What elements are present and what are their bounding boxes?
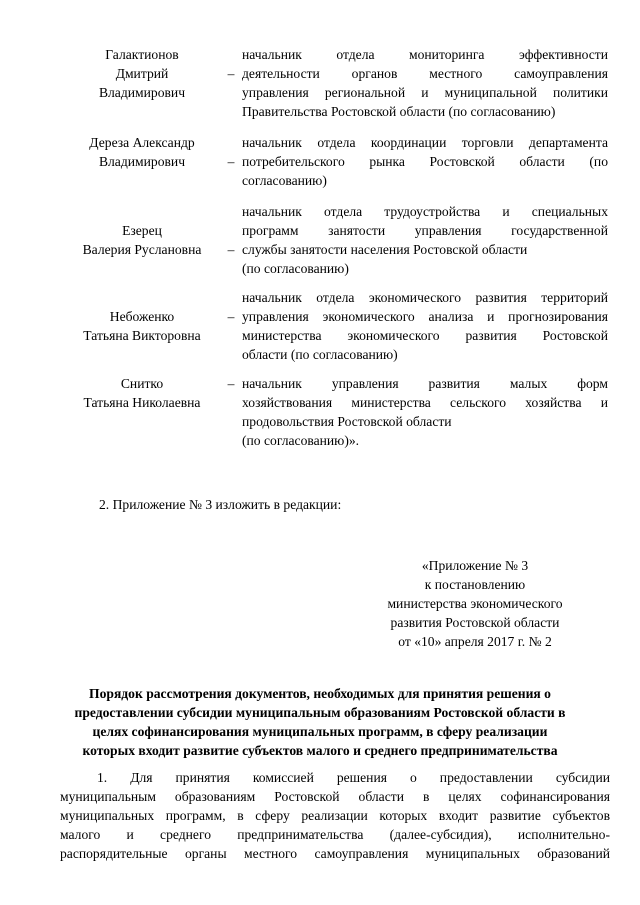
procedure-paragraph-1: [60, 768, 610, 863]
appendix-line: от «10» апреля 2017 г. № 2: [398, 634, 552, 649]
member-name-line: Снитко: [120, 376, 164, 391]
member-name-line: Дмитрий: [115, 66, 169, 81]
member-role-line: Правительства Ростовской области (по согласованию): [242, 104, 556, 119]
member-name-line: Владимирович: [98, 85, 186, 100]
member-name: [62, 307, 222, 345]
member-role-line: службы занятости населения Ростовской области: [242, 242, 528, 257]
member-role-line: начальник отдела трудоустройства и специальных: [242, 204, 608, 219]
member-role-line: области (по согласованию): [242, 347, 398, 362]
member-role-line: (по согласованию): [242, 261, 349, 276]
appendix-line: «Приложение № 3: [421, 558, 529, 573]
member-name-line: Галактионов: [105, 47, 179, 62]
member-name-line: Езерец: [122, 223, 162, 238]
member-name-line: Небоженко: [109, 309, 175, 324]
dash-separator: –: [227, 309, 235, 324]
member-role: [242, 288, 608, 364]
dash-separator: –: [227, 242, 235, 257]
member-role-line: программ занятости управления государственной: [242, 223, 608, 238]
member-name: [62, 45, 222, 102]
member-role-line: продовольствия Ростовской области: [242, 414, 452, 429]
procedure-title-line: которых входит развитие субъектов малого и среднего предпринимательства: [82, 743, 558, 758]
appendix-line: министерства экономического: [387, 596, 563, 611]
member-role: [242, 133, 608, 190]
member-name: [62, 221, 222, 259]
member-role: [242, 45, 608, 121]
member-name-line: Татьяна Николаевна: [83, 395, 201, 410]
dash-separator: –: [227, 154, 235, 169]
member-name-line: Владимирович: [98, 154, 186, 169]
member-role-line: управления региональной и муниципальной политики: [242, 85, 608, 100]
member-role-line: согласованию): [242, 173, 327, 188]
member-role-line: начальник отдела координации торговли департамента: [242, 135, 608, 150]
member-name-line: Дереза Александр: [89, 135, 195, 150]
procedure-body-line: муниципальных программ, в сферу реализации которых входит развитие субъектов: [60, 808, 610, 823]
member-name: [62, 133, 222, 171]
member-role-line: начальник отдела мониторинга эффективности: [242, 47, 608, 62]
appendix-line: к постановлению: [424, 577, 526, 592]
member-role-line: хозяйствования министерства сельского хозяйства и: [242, 395, 608, 410]
procedure-title-line: предоставлении субсидии муниципальным образованиям Ростовской области в: [74, 705, 566, 720]
member-role: [242, 374, 608, 450]
procedure-title-line: Порядок рассмотрения документов, необходимых для принятия решения о: [89, 686, 551, 701]
procedure-body-line: муниципальным образованиям Ростовской области в целях софинансирования: [60, 789, 610, 804]
member-role-line: деятельности органов местного самоуправления: [242, 66, 608, 81]
member-role-line: управления экономического анализа и прогнозирования: [242, 309, 608, 324]
dash-separator: –: [227, 66, 235, 81]
member-name-line: Валерия Руслановна: [82, 242, 202, 257]
dash-separator: –: [227, 376, 235, 391]
member-name-line: Татьяна Викторовна: [83, 328, 201, 343]
member-role-line: потребительского рынка Ростовской области (по: [242, 154, 608, 169]
procedure-body-line: распорядительные органы местного самоуправления муниципальных образований: [60, 846, 610, 861]
member-role-line: начальник отдела экономического развития территорий: [242, 290, 608, 305]
member-role: [242, 202, 608, 278]
procedure-body-line: малого и среднего предпринимательства (далее-субсидия), исполнительно-: [60, 827, 610, 842]
clause-2-text: 2. Приложение № 3 изложить в редакции:: [99, 497, 342, 512]
procedure-title: [20, 684, 620, 760]
member-role-line: (по согласованию)».: [242, 433, 360, 448]
member-name: [62, 374, 222, 412]
member-role-line: начальник управления развития малых форм: [242, 376, 608, 391]
member-role-line: министерства экономического развития Ростовской: [242, 328, 608, 343]
procedure-body-line: 1. Для принятия комиссией решения о предоставлении субсидии: [97, 770, 610, 785]
procedure-title-line: целях софинансирования муниципальных программ, в сферу реализации: [92, 724, 548, 739]
appendix-line: развития Ростовской области: [390, 615, 560, 630]
appendix-header: [355, 556, 595, 651]
